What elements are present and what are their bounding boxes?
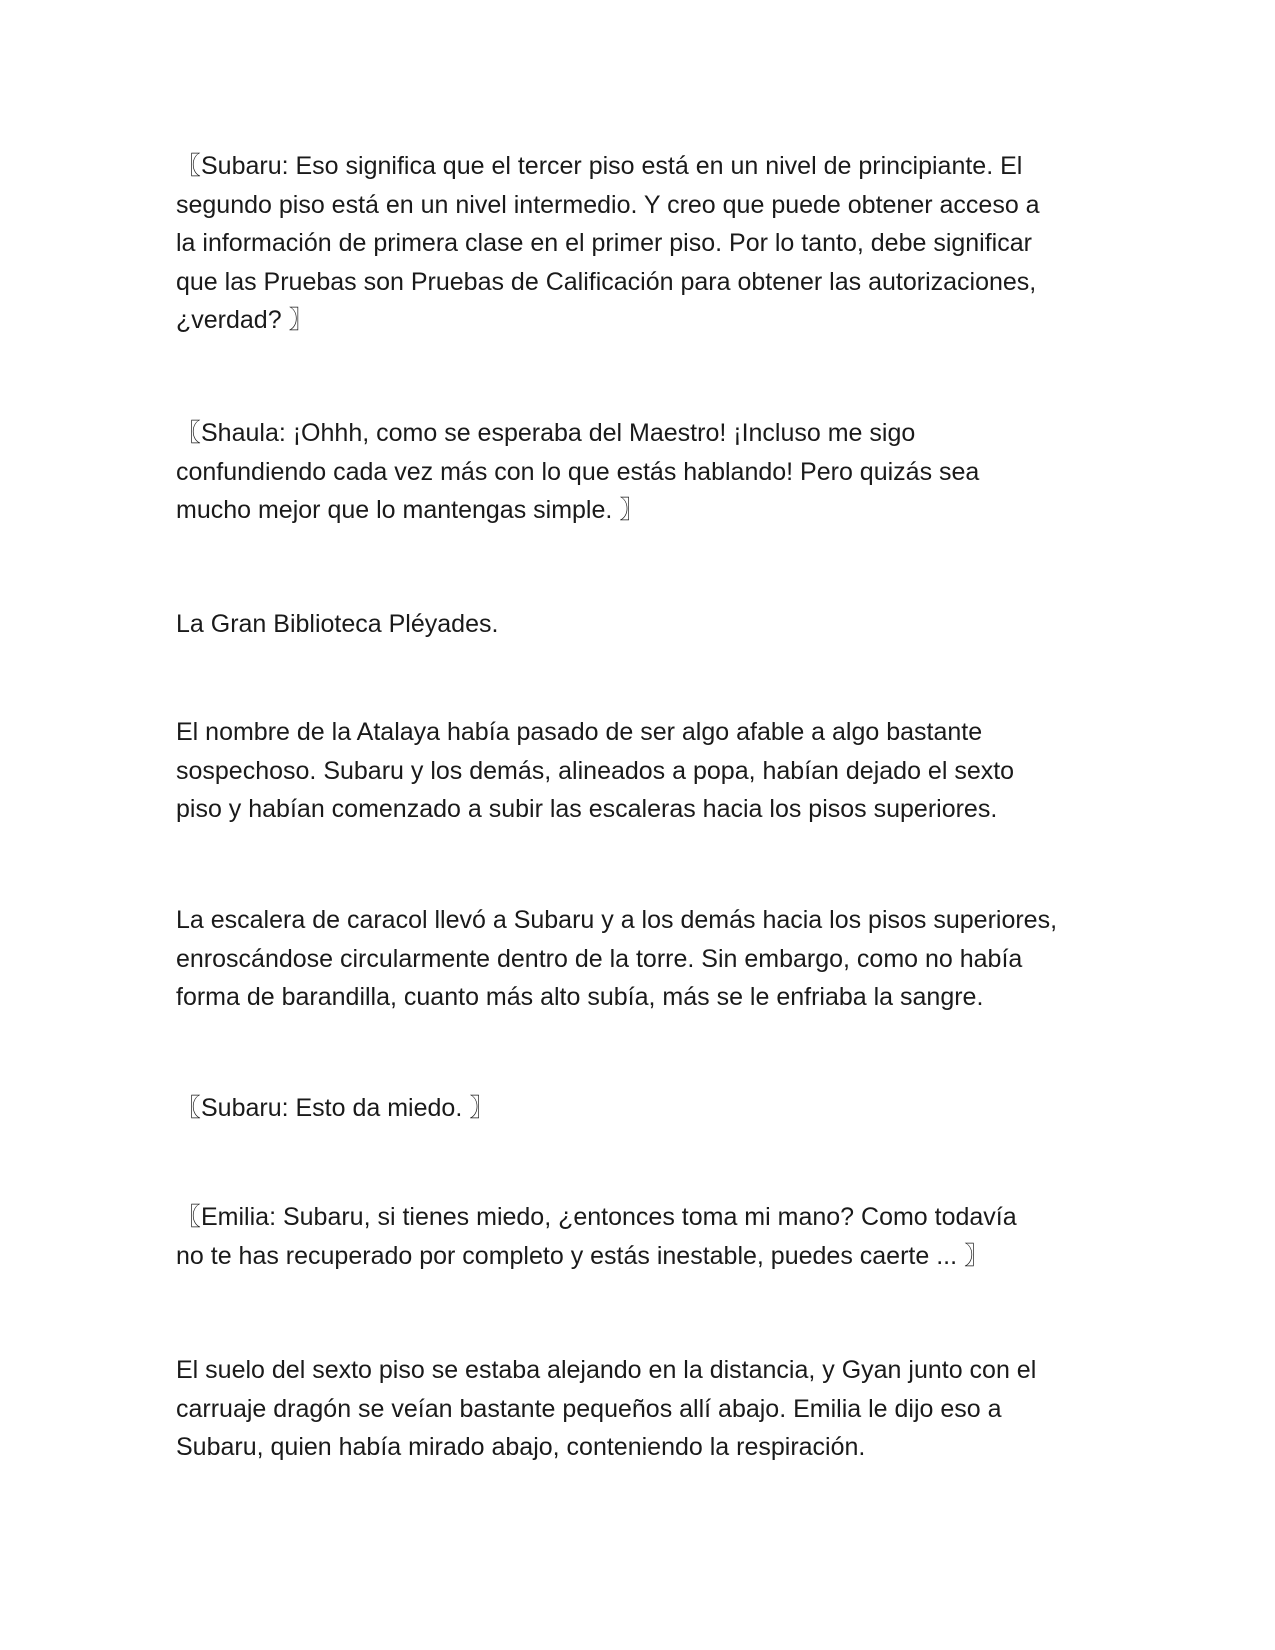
dialogue-subaru-trials: 〖Subaru: Eso significa que el tercer piso está en un nivel de principiante. El segundo piso está en un nivel intermedio. Y creo que puede obtener acceso a la información de primera clase en el primer piso. Por lo tanto, debe significar que las Pruebas son Pruebas de Calificación para obtener las autorizaciones, ¿verdad? 〗 — [176, 152, 1040, 334]
narration-watchtower-name: El nombre de la Atalaya había pasado de ser algo afable a algo bastante sospechoso. Subaru y los demás, alineados a popa, habían dejado el sexto piso y habían comenzado a subir las escaleras hacia los pisos superiores. — [176, 718, 1015, 823]
narration-spiral-staircase: La escalera de caracol llevó a Subaru y a los demás hacia los pisos superiores, enroscándose circularmente dentro de la torre. Sin embargo, como no había forma de barandilla, cuanto más alto subía, más se le enfriaba la sangre. — [176, 906, 1058, 1011]
dialogue-shaula-master: 〖Shaula: ¡Ohhh, como se esperaba del Maestro! ¡Incluso me sigo confundiendo cada vez más con lo que estás hablando! Pero quizás sea mucho mejor que lo mantengas simple. 〗 — [176, 419, 980, 524]
dialogue-emilia-hand: 〖Emilia: Subaru, si tienes miedo, ¿entonces toma mi mano? Como todavía no te has recuperado por completo y estás inestable, puedes caerte ... 〗 — [176, 1203, 1017, 1270]
narration-library-name: La Gran Biblioteca Pléyades. — [176, 610, 499, 638]
narration-sixth-floor: El suelo del sexto piso se estaba alejando en la distancia, y Gyan junto con el carruaje dragón se veían bastante pequeños allí abajo. Emilia le dijo eso a Subaru, quien había mirado abajo, conteniendo la respiración. — [176, 1356, 1037, 1461]
dialogue-subaru-scared: 〖Subaru: Esto da miedo. 〗 — [176, 1094, 495, 1122]
